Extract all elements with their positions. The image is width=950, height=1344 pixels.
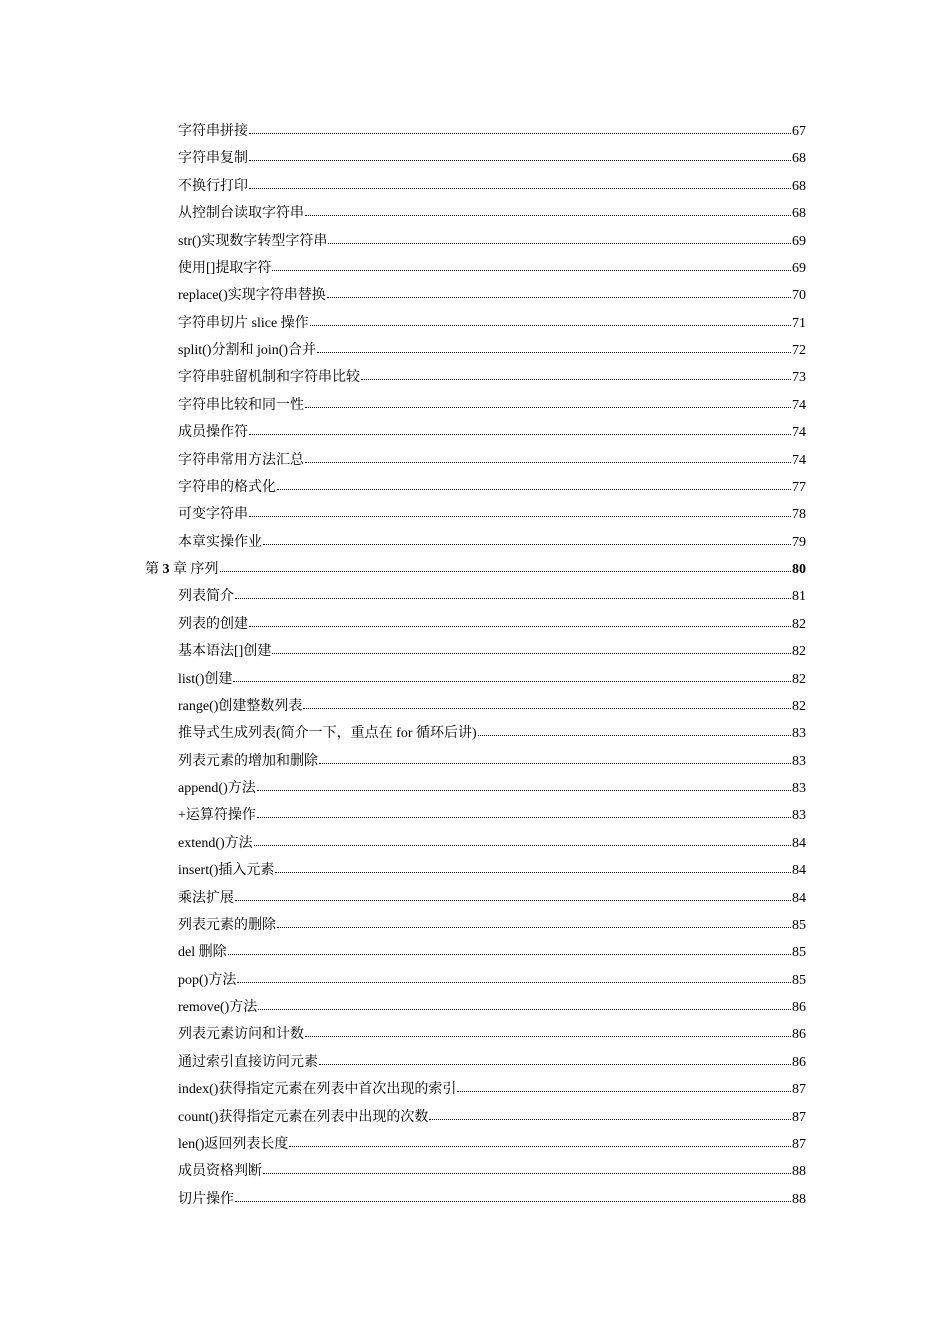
dot-leader	[233, 669, 791, 683]
toc-entry-title: 列表元素访问和计数	[178, 1027, 304, 1043]
toc-page-number: 88	[792, 1164, 806, 1180]
toc-entry-title: 列表元素的增加和删除	[178, 753, 318, 769]
dot-leader	[249, 614, 791, 628]
toc-entry[interactable]	[0, 748, 950, 775]
toc-page-number: 83	[792, 808, 806, 824]
toc-page-number: 74	[792, 397, 806, 413]
dot-leader	[275, 860, 791, 874]
dot-leader	[254, 833, 791, 847]
toc-entry[interactable]	[0, 720, 950, 747]
dot-leader	[263, 1161, 791, 1175]
toc-page-number: 67	[792, 124, 806, 139]
toc-entry[interactable]	[0, 1131, 950, 1158]
toc-entry[interactable]	[0, 912, 950, 939]
toc-entry-title: 从控制台读取字符串	[178, 206, 304, 222]
dot-leader	[277, 477, 791, 491]
toc-page-number: 68	[792, 178, 806, 194]
toc-page-number: 84	[792, 890, 806, 906]
toc-entry-title: 本章实操作业	[178, 534, 262, 550]
dot-leader	[272, 641, 791, 655]
dot-leader	[272, 258, 791, 272]
toc-page-number: 69	[792, 233, 806, 249]
dot-leader	[305, 203, 791, 217]
dot-leader	[305, 1024, 791, 1038]
dot-leader	[319, 751, 791, 765]
toc-page-number: 71	[792, 315, 806, 331]
toc-page-number: 68	[792, 206, 806, 222]
toc-entry-title: extend()方法	[178, 835, 253, 851]
dot-leader	[478, 723, 791, 737]
dot-leader	[305, 450, 791, 464]
toc-entry[interactable]	[0, 583, 950, 610]
dot-leader	[235, 586, 791, 600]
toc-page-number: 84	[792, 863, 806, 879]
toc-entry-title: 可变字符串	[178, 507, 248, 523]
chapter-title: 章 序列	[173, 562, 219, 577]
toc-entry[interactable]	[0, 255, 950, 282]
toc-page-number: 86	[792, 1027, 806, 1043]
dot-leader	[305, 395, 791, 409]
toc-page-number: 72	[792, 343, 806, 358]
dot-leader	[258, 997, 791, 1011]
toc-entry[interactable]	[0, 501, 950, 528]
dot-leader	[249, 422, 791, 436]
toc-entry[interactable]	[0, 1186, 950, 1213]
toc-entry-title: 字符串复制	[178, 151, 248, 167]
dot-leader	[317, 340, 791, 354]
toc-entry[interactable]	[0, 145, 950, 172]
toc-entry-title	[145, 560, 219, 580]
toc-entry-title: list()创建	[178, 671, 233, 687]
toc-page-number: 85	[792, 945, 806, 961]
dot-leader	[257, 805, 791, 819]
toc-page-number: 82	[792, 698, 806, 714]
toc-entry[interactable]	[0, 310, 950, 337]
dot-leader	[327, 285, 791, 299]
toc-entry-title: 列表简介	[178, 589, 234, 605]
toc-page-number: 86	[792, 1000, 806, 1015]
toc-page-number: 69	[792, 260, 806, 276]
toc-entry-title: 成员资格判断	[178, 1164, 262, 1180]
toc-entry-title: remove()方法	[178, 1000, 258, 1015]
toc-entry[interactable]	[0, 693, 950, 720]
toc-entry-title: 推导式生成列表(简介一下，重点在 for 循环后讲)	[178, 726, 477, 742]
toc-page-number: 83	[792, 753, 806, 769]
toc-entry-title: 不换行打印	[178, 178, 248, 194]
toc-page-number: 84	[792, 835, 806, 851]
toc-page-number: 70	[792, 288, 806, 304]
toc-entry[interactable]	[0, 775, 950, 802]
toc-page-number: 82	[792, 644, 806, 660]
dot-leader	[235, 888, 791, 902]
toc-entry[interactable]	[0, 228, 950, 255]
toc-entry[interactable]	[0, 447, 950, 474]
toc-entry-title: pop()方法	[178, 972, 237, 988]
toc-entry[interactable]	[0, 173, 950, 200]
dot-leader	[237, 970, 791, 984]
toc-entry[interactable]	[0, 1049, 950, 1076]
toc-page-number: 87	[792, 1082, 806, 1098]
dot-leader	[361, 367, 791, 381]
toc-page-number: 82	[792, 671, 806, 687]
dot-leader	[228, 942, 791, 956]
toc-page-number: 88	[792, 1191, 806, 1207]
toc-entry[interactable]	[0, 364, 950, 391]
toc-entry[interactable]	[0, 282, 950, 309]
toc-entry-title: 基本语法[]创建	[178, 644, 272, 660]
toc-entry-title: str()实现数字转型字符串	[178, 233, 328, 249]
toc-entry[interactable]	[0, 474, 950, 501]
toc-page-number: 74	[792, 425, 806, 441]
toc-entry[interactable]	[0, 857, 950, 884]
dot-leader	[303, 696, 791, 710]
toc-page-number: 80	[792, 562, 806, 577]
toc-entry[interactable]	[0, 200, 950, 227]
toc-entry[interactable]	[0, 830, 950, 857]
toc-entry-title: +运算符操作	[178, 808, 256, 824]
toc-entry[interactable]	[0, 1076, 950, 1103]
chapter-prefix: 第	[145, 562, 159, 577]
toc-entry-title: count()获得指定元素在列表中出现的次数	[178, 1109, 429, 1125]
toc-page-number: 83	[792, 781, 806, 796]
toc-entry[interactable]	[0, 1104, 950, 1131]
toc-entry-title: len()返回列表长度	[178, 1136, 289, 1152]
toc-page-number: 82	[792, 616, 806, 632]
toc-entry-title: index()获得指定元素在列表中首次出现的索引	[178, 1082, 457, 1098]
dot-leader	[249, 148, 791, 162]
toc-entry-title: replace()实现字符串替换	[178, 288, 326, 304]
toc-entry-title: del 删除	[178, 945, 227, 961]
dot-leader	[328, 231, 791, 245]
dot-leader	[429, 1107, 791, 1121]
toc-entry[interactable]	[0, 885, 950, 912]
dot-leader	[310, 313, 791, 327]
toc-page-number: 85	[792, 917, 806, 933]
dot-leader	[289, 1134, 791, 1148]
toc-entry[interactable]	[0, 529, 950, 556]
toc-entry[interactable]	[0, 337, 950, 364]
toc-page-number: 78	[792, 507, 806, 523]
dot-leader	[263, 532, 791, 546]
toc-entry[interactable]	[0, 939, 950, 966]
toc-page-number: 81	[792, 589, 806, 605]
toc-entry-title: 乘法扩展	[178, 890, 234, 906]
dot-leader	[319, 1052, 791, 1066]
dot-leader	[257, 778, 791, 792]
dot-leader	[249, 504, 791, 518]
toc-page-number: 68	[792, 151, 806, 167]
toc-page-number: 83	[792, 726, 806, 742]
dot-leader	[220, 559, 792, 573]
toc-entry-title: 列表元素的删除	[178, 917, 276, 933]
toc-entry-title: range()创建整数列表	[178, 698, 303, 714]
toc-page-number: 85	[792, 972, 806, 988]
toc-entry[interactable]	[0, 638, 950, 665]
toc-entry-title: 字符串的格式化	[178, 479, 276, 495]
toc-entry[interactable]	[0, 118, 950, 145]
toc-page-number: 87	[792, 1109, 806, 1125]
toc-entry-title: 字符串驻留机制和字符串比较	[178, 370, 360, 386]
toc-entry[interactable]	[0, 392, 950, 419]
toc-entry[interactable]	[0, 611, 950, 638]
toc-page-number: 86	[792, 1054, 806, 1070]
toc-entry[interactable]	[0, 1158, 950, 1185]
toc-page-number: 77	[792, 479, 806, 495]
toc-entry-title: 字符串常用方法汇总	[178, 452, 304, 468]
toc-entry-title: 列表的创建	[178, 616, 248, 632]
toc-entry[interactable]	[0, 1021, 950, 1048]
toc-entry-title: 字符串比较和同一性	[178, 397, 304, 413]
toc-page-number: 79	[792, 534, 806, 550]
dot-leader	[235, 1189, 791, 1203]
toc-entry-title: split()分割和 join()合并	[178, 343, 317, 358]
toc-entry[interactable]	[0, 994, 950, 1021]
dot-leader	[249, 176, 791, 190]
toc-entry[interactable]	[0, 419, 950, 446]
chapter-number: 3	[162, 562, 170, 577]
toc-page-number: 87	[792, 1136, 806, 1152]
toc-page-number: 74	[792, 452, 806, 468]
dot-leader	[457, 1079, 791, 1093]
toc-entry[interactable]	[0, 666, 950, 693]
toc-page-number: 73	[792, 370, 806, 386]
toc-entry-title: 使用[]提取字符	[178, 260, 272, 276]
dot-leader	[249, 121, 791, 135]
toc-entry-title: 通过索引直接访问元素	[178, 1054, 318, 1070]
toc-chapter-entry[interactable]	[0, 556, 950, 583]
toc-entry-title: 字符串拼接	[178, 124, 248, 139]
dot-leader	[277, 915, 791, 929]
toc-entry-title: 字符串切片 slice 操作	[178, 315, 309, 331]
toc-entry-title: 成员操作符	[178, 425, 248, 441]
toc-entry[interactable]	[0, 967, 950, 994]
toc-entry-title: append()方法	[178, 781, 256, 796]
table-of-contents	[0, 118, 950, 1213]
toc-entry-title: 切片操作	[178, 1191, 234, 1207]
toc-entry-title: insert()插入元素	[178, 863, 275, 879]
toc-entry[interactable]	[0, 802, 950, 829]
